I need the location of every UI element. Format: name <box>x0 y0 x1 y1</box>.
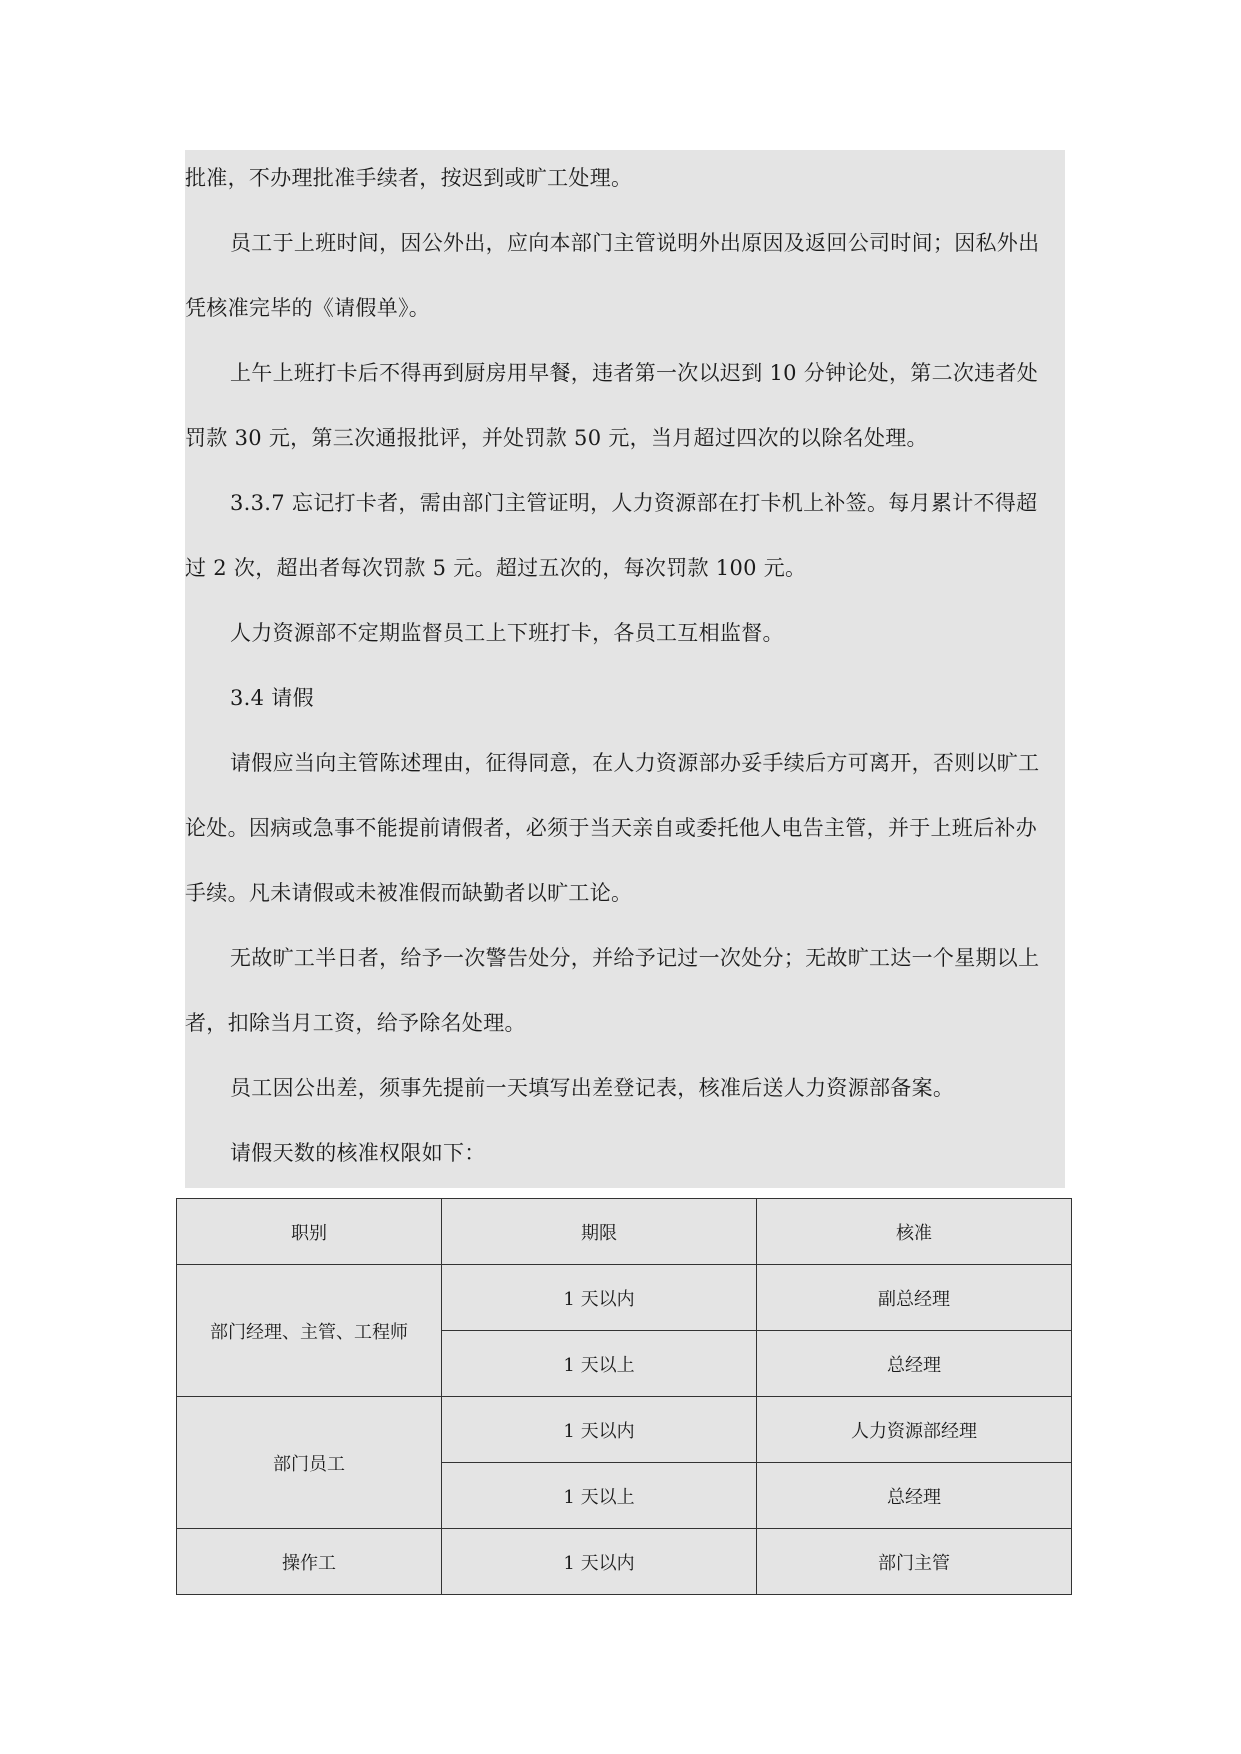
paragraph-line: 3.3.7 忘记打卡者，需由部门主管证明，人力资源部在打卡机上补签。每月累计不得超 <box>230 491 1038 515</box>
approver-cell: 总经理 <box>757 1463 1072 1529</box>
period-cell: 1 天以内 <box>442 1529 757 1595</box>
approver-cell: 副总经理 <box>757 1265 1072 1331</box>
paragraph-line: 批准，不办理批准手续者，按迟到或旷工处理。 <box>185 166 633 190</box>
approver-cell: 人力资源部经理 <box>757 1397 1072 1463</box>
table-row <box>177 1397 1072 1463</box>
header-cell-period: 期限 <box>442 1199 757 1265</box>
paragraph-line: 手续。凡未请假或未被准假而缺勤者以旷工论。 <box>185 881 633 905</box>
leave-approval-table <box>176 1198 1071 1595</box>
paragraph-line: 上午上班打卡后不得再到厨房用早餐，违者第一次以迟到 10 分钟论处，第二次违者处 <box>230 361 1039 385</box>
paragraph-line: 无故旷工半日者，给予一次警告处分，并给予记过一次处分；无故旷工达一个星期以上 <box>230 946 1040 970</box>
header-cell-approver: 核准 <box>757 1199 1072 1265</box>
section-heading: 3.4 请假 <box>230 686 314 710</box>
paragraph-line: 员工于上班时间，因公外出，应向本部门主管说明外出原因及返回公司时间；因私外出 <box>230 231 1040 255</box>
document-body <box>185 150 1065 1188</box>
header-cell-role: 职别 <box>177 1199 442 1265</box>
paragraph-line: 论处。因病或急事不能提前请假者，必须于当天亲自或委托他人电告主管，并于上班后补办 <box>185 816 1037 840</box>
role-cell: 部门员工 <box>177 1397 442 1529</box>
period-cell: 1 天以上 <box>442 1463 757 1529</box>
period-cell: 1 天以内 <box>442 1265 757 1331</box>
table-row <box>177 1265 1072 1331</box>
period-cell: 1 天以上 <box>442 1331 757 1397</box>
paragraph-line: 凭核准完毕的《请假单》。 <box>185 296 431 320</box>
paragraph-line: 罚款 30 元，第三次通报批评，并处罚款 50 元，当月超过四次的以除名处理。 <box>185 426 928 450</box>
paragraph-line: 请假天数的核准权限如下： <box>230 1141 486 1165</box>
paragraph-line: 过 2 次，超出者每次罚款 5 元。超过五次的，每次罚款 100 元。 <box>185 556 807 580</box>
approver-cell: 总经理 <box>757 1331 1072 1397</box>
table-header-row <box>177 1199 1072 1265</box>
table-row <box>177 1529 1072 1595</box>
approver-cell: 部门主管 <box>757 1529 1072 1595</box>
period-cell: 1 天以内 <box>442 1397 757 1463</box>
paragraph-line: 员工因公出差，须事先提前一天填写出差登记表，核准后送人力资源部备案。 <box>230 1076 955 1100</box>
role-cell: 操作工 <box>177 1529 442 1595</box>
paragraph-line: 请假应当向主管陈述理由，征得同意，在人力资源部办妥手续后方可离开，否则以旷工 <box>230 751 1040 775</box>
role-cell: 部门经理、主管、工程师 <box>177 1265 442 1397</box>
paragraph-line: 人力资源部不定期监督员工上下班打卡，各员工互相监督。 <box>230 621 784 645</box>
paragraph-line: 者，扣除当月工资，给予除名处理。 <box>185 1011 526 1035</box>
